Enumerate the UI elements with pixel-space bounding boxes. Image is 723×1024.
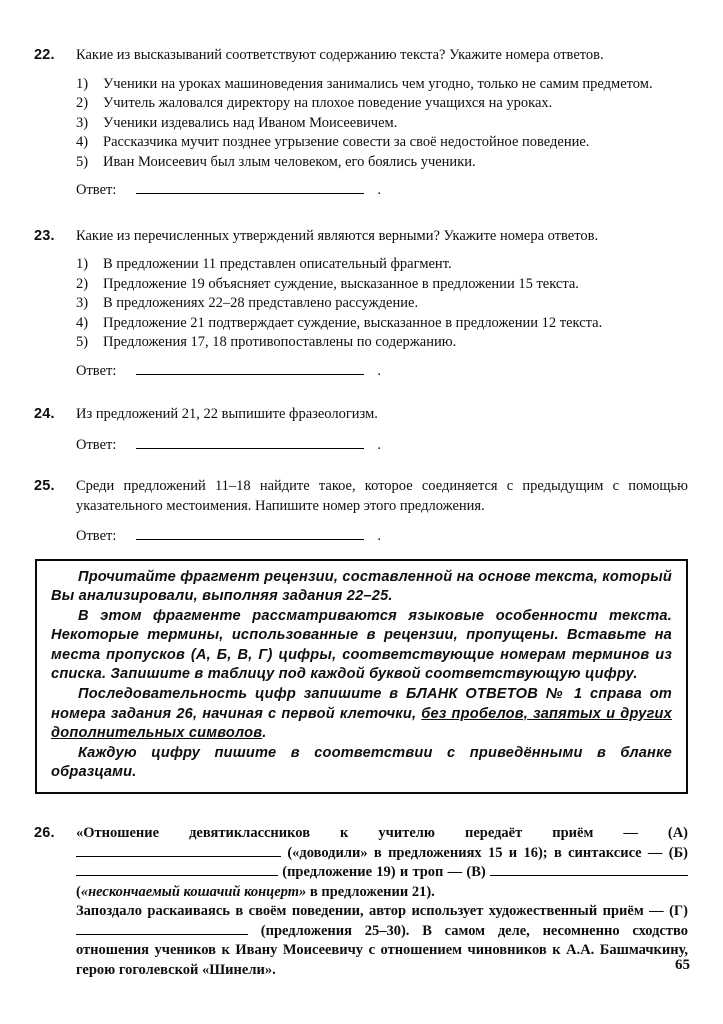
answer-blank-25[interactable] [136, 527, 364, 540]
option-marker: 5) [76, 334, 89, 350]
option-marker: 3) [76, 295, 89, 311]
answer-period: . [377, 436, 381, 453]
answer-blank-23[interactable] [136, 362, 364, 375]
option-marker: 1) [76, 75, 89, 92]
answer-row [76, 362, 688, 382]
answer-row [76, 181, 688, 201]
review-text: Запоздало раскаиваясь в своём поведении, автор использует художественный приём — (Г) [76, 903, 688, 920]
option-marker: 4) [76, 314, 89, 331]
answer-period: . [377, 362, 381, 379]
option [76, 275, 688, 295]
answer-blank-22[interactable] [136, 181, 364, 194]
instruction-paragraph: В этом фрагменте рассматриваются языковые особенности текста. Некоторые термины, использованные в рецензии, пропущены. Вставьте на места пропусков (А, Б, В, Г) цифры, соответствующие номерам терминов из списка. Запишите в таблицу под каждой буквой соответствующую цифру. [51, 607, 672, 683]
answer-label: Ответ: [76, 182, 117, 198]
answer-row [76, 436, 688, 456]
option [76, 333, 688, 353]
question-number: 23. [34, 227, 55, 244]
options-list [76, 255, 688, 353]
option-text: Рассказчика мучит позднее угрызение совести за своё недостойное поведение. [103, 134, 590, 150]
option-text: Ученики издевались над Иваном Моисеевичем. [103, 114, 398, 131]
question-number: 25. [34, 478, 55, 494]
option-text: Ученики на уроках машиноведения занимались чем угодно, только не самим предметом. [103, 75, 653, 92]
question-prompt: Из предложений 21, 22 выпишите фразеологизм. [76, 406, 378, 422]
question-26-text [76, 824, 688, 902]
option [76, 133, 688, 153]
review-text: ( [76, 883, 81, 900]
question-prompt: Какие из высказываний соответствуют содержанию текста? Укажите номера ответов. [76, 47, 604, 63]
review-text: («доводили» в предложениях 15 и 16); в синтаксисе — (Б) [281, 844, 688, 861]
option [76, 114, 688, 134]
quoted-trope-text: «нескончаемый кошачий концерт» [80, 883, 307, 900]
instruction-text: Последовательность цифр запишите в БЛАНК ОТВЕТОВ № 1 справа от номера задания 26, начиная с первой клеточки, [51, 686, 672, 722]
options-list [76, 75, 688, 173]
option-marker: 1) [76, 256, 89, 272]
option [76, 255, 688, 275]
instruction-paragraph [51, 685, 672, 744]
option-marker: 5) [76, 153, 89, 170]
fill-blank-a[interactable] [76, 845, 281, 857]
option-marker: 4) [76, 134, 89, 150]
review-text: (предложения 25–30). В самом деле, несомненно сходство отношения учеников к Ивану Моисеевичу с отношением чиновников к А.А. Башмачкину, герою гоголевской «Шинели». [76, 922, 688, 978]
answer-period: . [377, 528, 381, 544]
question-25 [34, 477, 688, 547]
option-text: Иван Моисеевич был злым человеком, его боялись ученики. [103, 153, 476, 170]
instruction-box [35, 559, 688, 795]
fill-blank-g[interactable] [76, 923, 248, 935]
instruction-text: . [262, 725, 267, 742]
option-text: В предложениях 22–28 представлено рассуждение. [103, 295, 419, 311]
option-text: Учитель жаловался директору на плохое поведение учащихся на уроках. [103, 95, 553, 111]
option [76, 153, 688, 173]
option-marker: 3) [76, 114, 89, 131]
instruction-paragraph: Каждую цифру пишите в соответствии с приведёнными в бланке образцами. [51, 744, 672, 781]
option-marker: 2) [76, 275, 89, 292]
question-23 [34, 227, 688, 382]
underlined-instruction-text: без пробелов, запятых и других дополнительных символов [51, 705, 672, 742]
option-text: Предложение 19 объясняет суждение, высказанное в предложении 15 текста. [103, 275, 579, 292]
fill-blank-v[interactable] [490, 864, 688, 876]
review-text: в предложении 21). [306, 883, 435, 900]
review-text: (предложение 19) и троп — (В) [278, 864, 490, 881]
question-26 [34, 824, 688, 980]
question-24 [34, 405, 688, 455]
option-text: Предложения 17, 18 противопоставлены по содержанию. [103, 334, 457, 350]
option [76, 94, 688, 114]
question-prompt: Какие из перечисленных утверждений являются верными? Укажите номера ответов. [76, 227, 599, 244]
answer-label: Ответ: [76, 362, 117, 379]
answer-blank-24[interactable] [136, 436, 364, 449]
answer-label: Ответ: [76, 436, 117, 453]
option-text: В предложении 11 представлен описательный фрагмент. [103, 256, 452, 272]
page-number: 65 [675, 957, 690, 973]
instruction-paragraph: Прочитайте фрагмент рецензии, составленной на основе текста, который Вы анализировали, выполняя задания 22–25. [51, 568, 672, 605]
option [76, 75, 688, 95]
option-marker: 2) [76, 95, 89, 111]
answer-period: . [377, 182, 381, 198]
option-text: Предложение 21 подтверждает суждение, высказанное в предложении 12 текста. [103, 314, 603, 331]
answer-row [76, 527, 688, 547]
fill-blank-b[interactable] [76, 864, 278, 876]
question-22 [34, 46, 688, 201]
option [76, 314, 688, 334]
option [76, 294, 688, 314]
question-number: 24. [34, 406, 55, 422]
review-text: «Отношение девятиклассников к учителю передаёт приём — (А) [76, 825, 688, 842]
question-number: 26. [34, 825, 55, 842]
question-prompt: Среди предложений 11–18 найдите такое, которое соединяется с предыдущим с помощью указательного местоимения. Напишите номер этого предложения. [76, 478, 688, 514]
question-number: 22. [34, 47, 55, 63]
answer-label: Ответ: [76, 528, 117, 544]
question-26-text [76, 902, 688, 980]
